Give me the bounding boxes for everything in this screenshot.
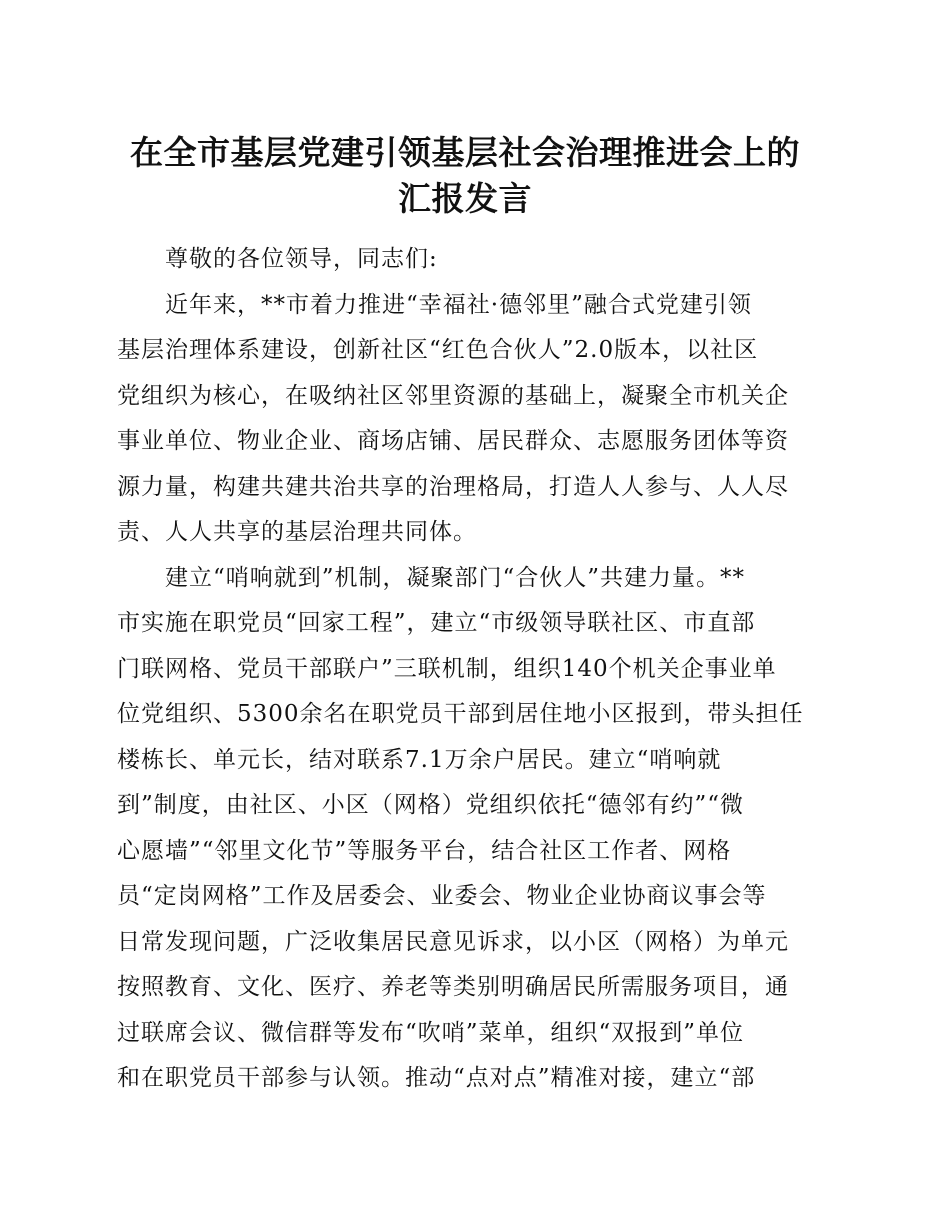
paragraph-line: 源力量，构建共建共治共享的治理格局，打造人人参与、人人尽 <box>117 473 789 500</box>
paragraph-line: 党组织为核心，在吸纳社区邻里资源的基础上，凝聚全市机关企 <box>117 382 789 409</box>
paragraph-line: 楼栋长、单元长，结对联系7.1万余户居民。建立“哨响就 <box>117 746 722 773</box>
paragraph-line: 按照教育、文化、医疗、养老等类别明确居民所需服务项目，通 <box>117 974 789 1000</box>
paragraph-line: 心愿墙”“邻里文化节”等服务平台，结合社区工作者、网格 <box>117 837 732 864</box>
paragraph-line: 近年来，**市着力推进“幸福社·德邻里”融合式党建引领 <box>165 291 752 318</box>
paragraph-mechanism <box>117 556 813 1102</box>
salutation: 尊敬的各位领导，同志们: <box>165 246 438 272</box>
paragraph-line: 员“定岗网格”工作及居委会、业委会、物业企业协商议事会等 <box>117 883 767 909</box>
document-content <box>117 130 813 1102</box>
paragraph-line: 到”制度，由社区、小区（网格）党组织依托“德邻有约”“微 <box>117 792 745 818</box>
title-line-2: 汇报发言 <box>398 179 532 218</box>
document-body <box>117 237 813 1102</box>
document-title <box>117 130 813 222</box>
paragraph-line: 基层治理体系建设，创新社区“红色合伙人”2.0版本，以社区 <box>117 337 759 363</box>
paragraph-line: 和在职党员干部参与认领。推动“点对点”精准对接，建立“部 <box>117 1065 756 1091</box>
paragraph-line: 责、人人共享的基层治理共同体。 <box>117 519 477 545</box>
paragraph-line: 日常发现问题，广泛收集居民意见诉求，以小区（网格）为单元 <box>117 928 789 955</box>
paragraph-line: 事业单位、物业企业、商场店铺、居民群众、志愿服务团体等资 <box>117 428 789 454</box>
paragraph-line: 市实施在职党员“回家工程”，建立“市级领导联社区、市直部 <box>117 610 756 636</box>
paragraph-line: 门联网格、党员干部联户”三联机制，组织140个机关企事业单 <box>117 655 777 682</box>
paragraph-intro <box>117 283 813 556</box>
paragraph-line: 过联席会议、微信群等发布“吹哨”菜单，组织“双报到”单位 <box>117 1019 745 1046</box>
title-line-1: 在全市基层党建引领基层社会治理推进会上的 <box>130 133 800 172</box>
paragraph-line: 位党组织、5300余名在职党员干部到居住地小区报到，带头担任 <box>117 701 804 727</box>
paragraph-line: 建立“哨响就到”机制，凝聚部门“合伙人”共建力量。** <box>165 564 746 591</box>
